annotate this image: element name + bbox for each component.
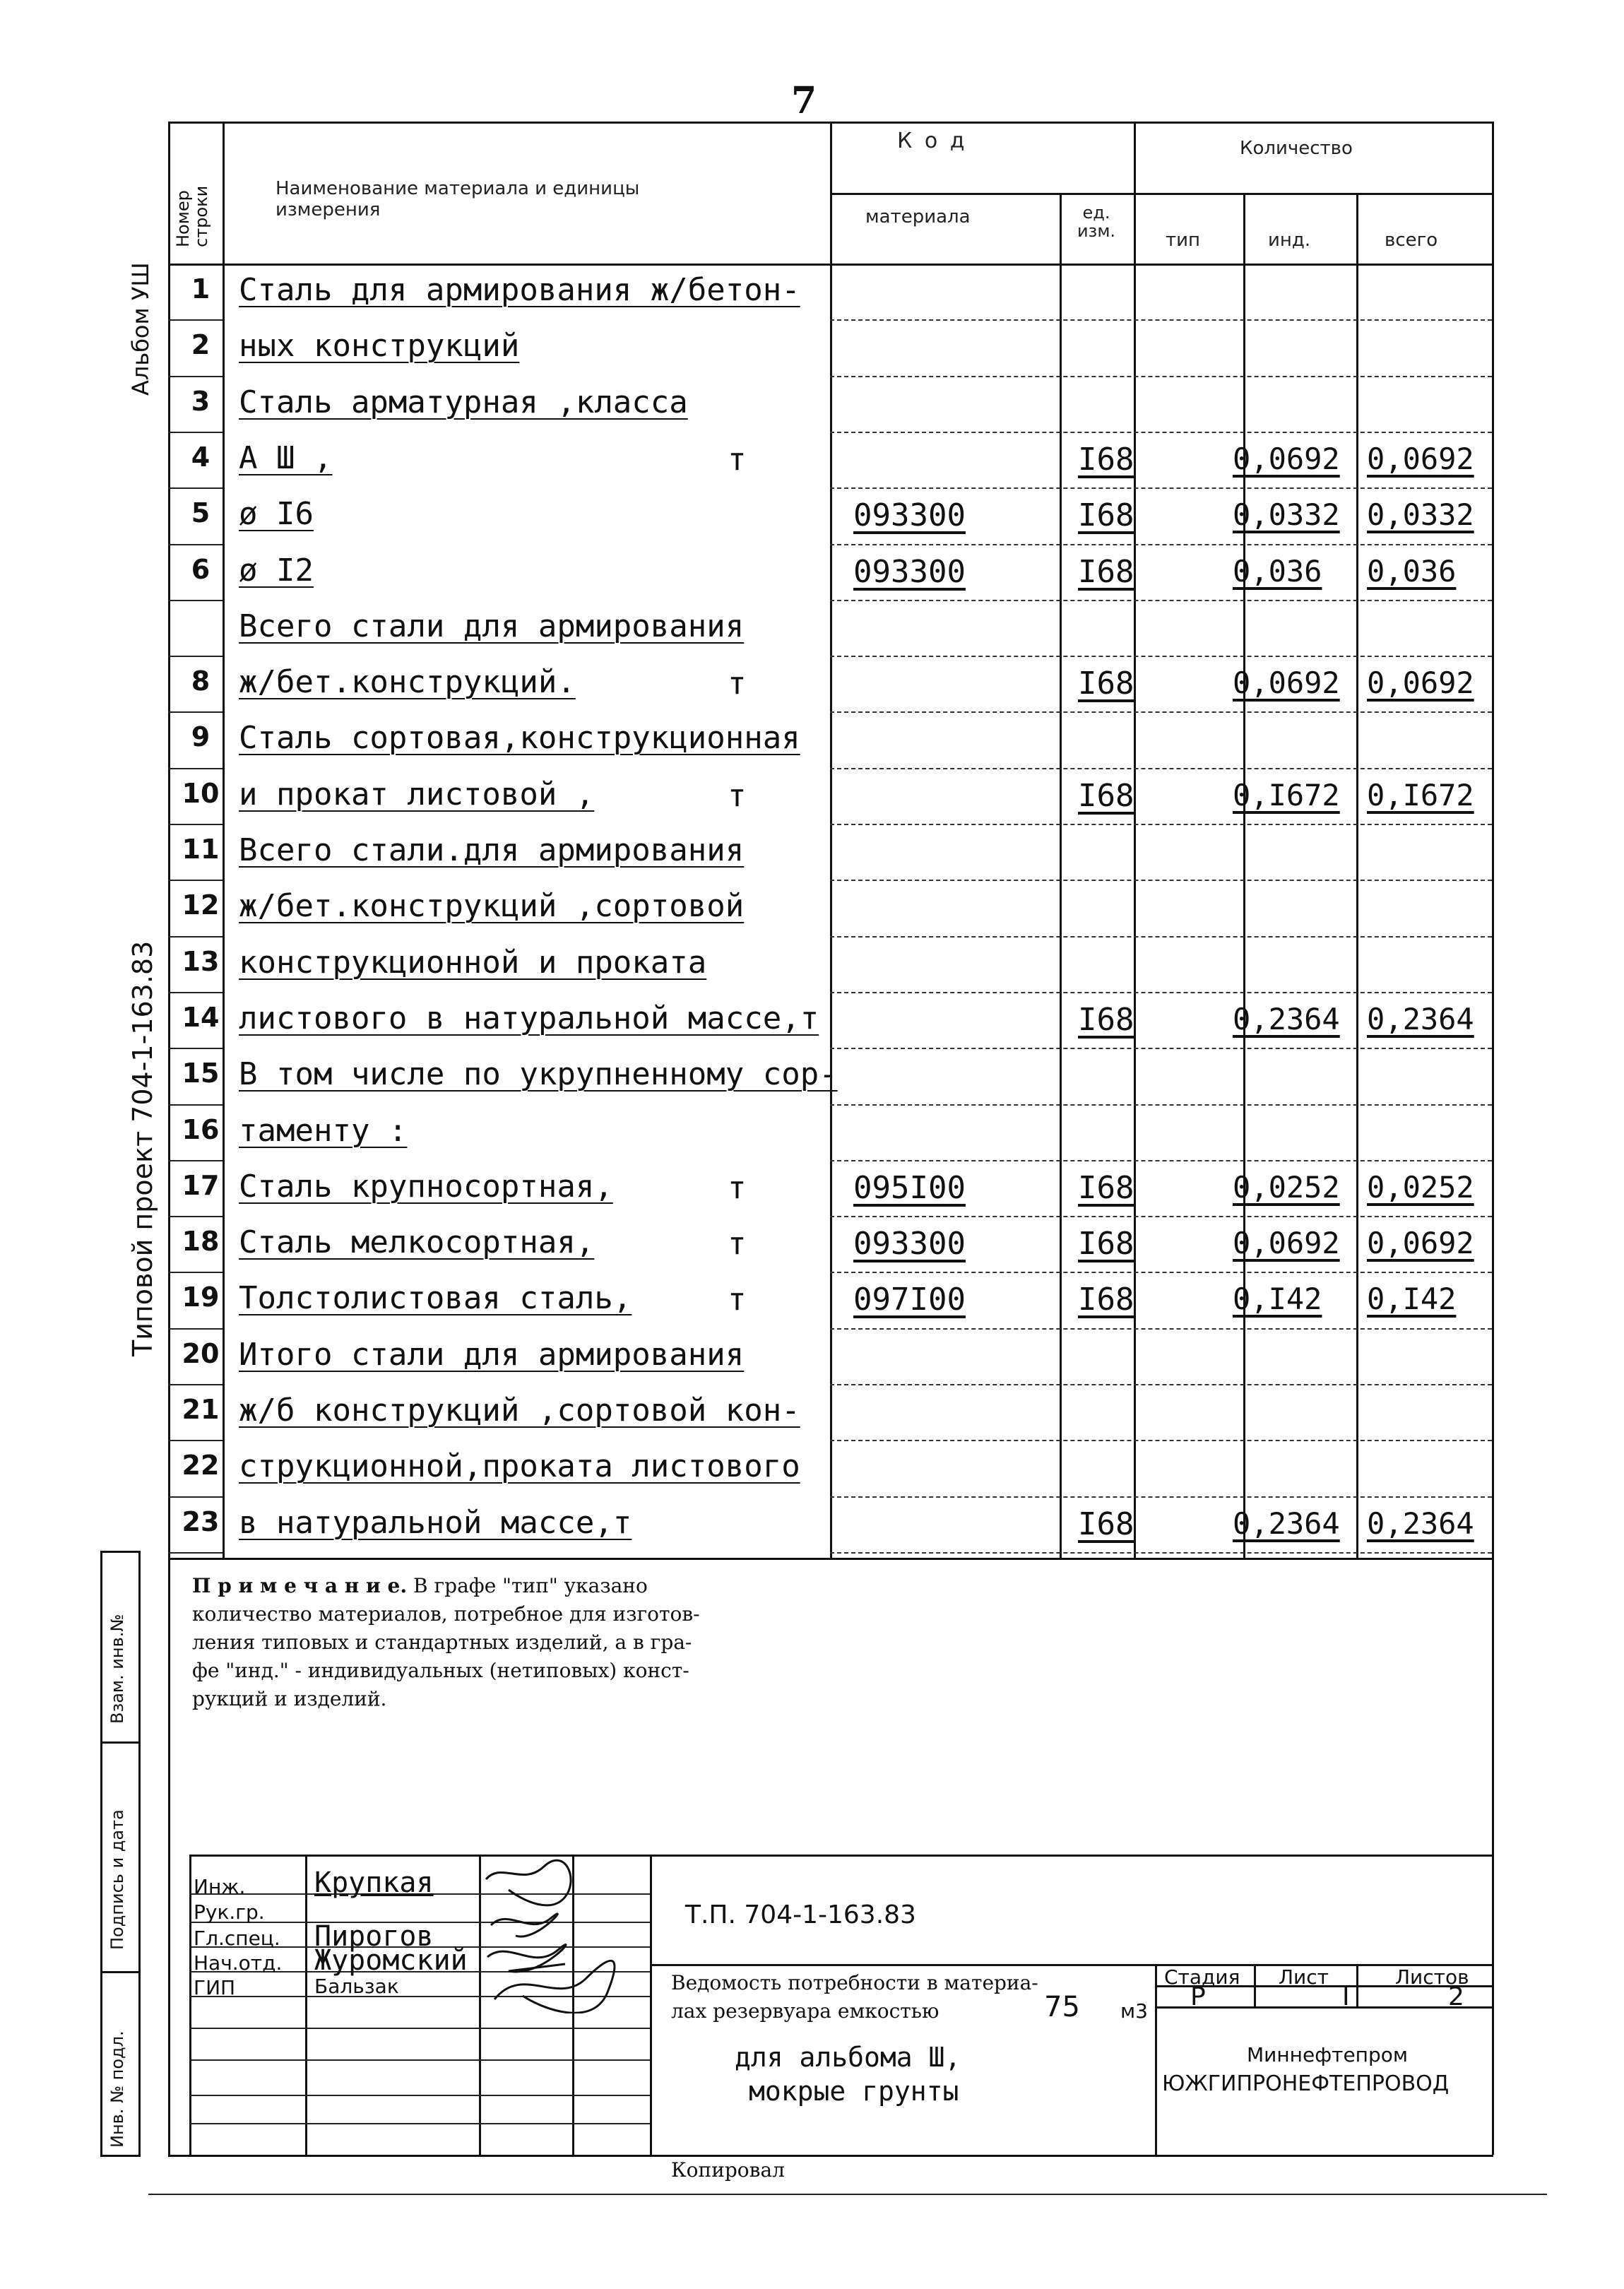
row-unit-code: I68: [1078, 553, 1134, 590]
organization-ministry: Миннефтепром: [1247, 2043, 1409, 2066]
row-quantity-total: 0,I42: [1367, 1282, 1457, 1317]
row-number-rule: [168, 1440, 223, 1441]
row-number: 20: [182, 1337, 220, 1369]
row-text: и прокат листовой ,: [239, 776, 595, 812]
row-rule: [830, 1552, 1492, 1554]
page-number: 7: [791, 79, 817, 122]
row-number: 3: [191, 385, 211, 417]
volume-value: 75: [1044, 1991, 1080, 2023]
row-text: Итого стали для армирования: [239, 1336, 745, 1373]
row-code: 097I00: [853, 1282, 966, 1318]
role-chief-specialist: Гл.спец.: [194, 1927, 280, 1950]
stamp-label-sign: Подпись и дата: [107, 1809, 127, 1950]
row-unit-code: I68: [1078, 1226, 1134, 1262]
row-text: А Ш ,: [239, 439, 333, 476]
footer-copied: Копировал: [671, 2158, 785, 2182]
row-rule: [830, 711, 1492, 713]
row-number-rule: [168, 936, 223, 938]
row-number: 2: [191, 329, 211, 361]
row-quantity-type: 0,0692: [1233, 666, 1340, 701]
row-text: ных конструкций: [239, 328, 520, 365]
sheet-label: Лист: [1279, 1965, 1329, 1989]
stage-value: Р: [1190, 1982, 1206, 2011]
row-text: в натуральной массе,т: [239, 1504, 632, 1541]
row-rule: [830, 1384, 1492, 1385]
row-unit-code: I68: [1078, 1282, 1134, 1318]
row-number: 13: [182, 945, 220, 977]
row-rule: [830, 1440, 1492, 1441]
header-name: Наименование материала и единицы измерения: [275, 178, 640, 220]
row-unit: т: [728, 777, 747, 814]
row-number: 19: [182, 1282, 220, 1313]
stamp-label-replace: Взам. инв.№: [107, 1614, 127, 1724]
row-number-rule: [168, 487, 223, 489]
row-code: 093300: [853, 1226, 966, 1262]
role-chief-engineer: ГИП: [194, 1976, 236, 1999]
row-quantity-type: 0,2364: [1233, 1001, 1340, 1036]
row-text: ж/бет.конструкций ,сортовой: [239, 888, 745, 925]
row-number-rule: [168, 1552, 223, 1554]
row-quantity-total: 0,0692: [1367, 1226, 1474, 1261]
header-code-material: материала: [865, 206, 971, 227]
row-number-rule: [168, 768, 223, 769]
row-number: 5: [191, 497, 211, 529]
header-row-number: Номер строки: [173, 185, 211, 247]
row-text: ж/б конструкций ,сортовой кон-: [239, 1392, 800, 1429]
row-quantity-type: 0,0692: [1233, 441, 1340, 476]
row-quantity-total: 0,2364: [1367, 1506, 1474, 1541]
row-code: 095I00: [853, 1169, 966, 1206]
row-quantity-type: 0,I672: [1233, 777, 1340, 812]
row-unit: т: [728, 441, 747, 478]
header-q-ind: инд.: [1268, 230, 1311, 251]
row-number-rule: [168, 880, 223, 881]
note-line-5: рукций и изделий.: [192, 1687, 387, 1710]
row-number: 16: [182, 1113, 220, 1145]
sheets-value: 2: [1448, 1982, 1464, 2011]
row-rule: [830, 544, 1492, 545]
row-number: 4: [191, 441, 211, 473]
row-rule: [830, 1048, 1492, 1049]
row-text: Сталь крупносортная,: [239, 1168, 613, 1205]
header-code: К о д: [897, 129, 968, 153]
row-text: листового в натуральной массе,т: [239, 1000, 819, 1036]
row-number-rule: [168, 319, 223, 321]
row-text: Всего стали.для армирования: [239, 832, 745, 868]
row-quantity-type: 0,0692: [1233, 1226, 1340, 1261]
row-number: 23: [182, 1506, 220, 1537]
row-number-rule: [168, 600, 223, 601]
row-unit-code: I68: [1078, 497, 1134, 534]
row-number-rule: [168, 656, 223, 657]
row-text: ø I2: [239, 552, 314, 588]
description-line-2: лах резервуара емкостью: [671, 1999, 940, 2023]
row-rule: [830, 656, 1492, 657]
row-number-rule: [168, 1160, 223, 1161]
row-number: 10: [182, 777, 220, 809]
row-quantity-total: 0,0332: [1367, 497, 1474, 533]
side-project-label: Типовой проект 704-1-163.83: [127, 940, 158, 1356]
sheets-label: Листов: [1395, 1965, 1469, 1989]
row-rule: [830, 936, 1492, 938]
side-album-label: Альбом УШ: [127, 262, 154, 396]
row-number: 17: [182, 1169, 220, 1201]
note-title: П р и м е ч а н и е.: [192, 1574, 408, 1597]
row-number-rule: [168, 1048, 223, 1049]
row-quantity-type: 0,0332: [1233, 497, 1340, 533]
row-quantity-total: 0,0252: [1367, 1169, 1474, 1205]
role-group-head: Рук.гр.: [194, 1900, 265, 1924]
row-number: 6: [191, 553, 211, 585]
role-dept-head: Нач.отд.: [194, 1951, 283, 1975]
row-unit: т: [728, 1169, 747, 1206]
row-rule: [830, 1496, 1492, 1498]
row-text: таменту :: [239, 1112, 408, 1149]
row-quantity-total: 0,036: [1367, 553, 1457, 588]
album-line-1: для альбома Ш,: [735, 2042, 961, 2073]
volume-unit: м3: [1120, 1999, 1148, 2023]
name-chief-engineer: Бальзак: [314, 1975, 399, 1998]
row-rule: [830, 768, 1492, 769]
row-rule: [830, 1104, 1492, 1106]
row-rule: [830, 319, 1492, 321]
row-quantity-total: 0,0692: [1367, 441, 1474, 476]
row-number-rule: [168, 1328, 223, 1330]
row-rule: [830, 487, 1492, 489]
row-text: Сталь мелкосортная,: [239, 1224, 595, 1261]
row-unit-code: I68: [1078, 666, 1134, 702]
row-unit: т: [728, 1282, 747, 1318]
row-text: конструкционной и проката: [239, 944, 707, 981]
row-unit-code: I68: [1078, 441, 1134, 478]
row-text: Сталь сортовая,конструкционная: [239, 720, 800, 757]
description-line-1: Ведомость потребности в материа-: [671, 1971, 1038, 1994]
row-number: 15: [182, 1058, 220, 1089]
row-text: Сталь для армирования ж/бетон-: [239, 272, 800, 308]
signatures-graphic: [480, 1858, 650, 2013]
organization-institute: ЮЖГИПРОНЕФТЕПРОВОД: [1162, 2071, 1450, 2096]
sheet-value: I: [1342, 1982, 1350, 2011]
row-number-rule: [168, 992, 223, 993]
row-number: 12: [182, 889, 220, 921]
row-number-rule: [168, 1104, 223, 1106]
row-number-rule: [168, 711, 223, 713]
header-q-type: тип: [1166, 230, 1201, 251]
name-engineer: Крупкая: [314, 1867, 434, 1899]
row-rule: [830, 992, 1492, 993]
row-rule: [830, 1216, 1492, 1217]
note-line-3: ления типовых и стандартных изделий, а в гра-: [192, 1631, 692, 1654]
row-quantity-total: 0,I672: [1367, 777, 1474, 812]
row-number: 11: [182, 834, 220, 865]
album-line-2: мокрые грунты: [749, 2076, 959, 2107]
row-code: 093300: [853, 497, 966, 534]
row-number: 1: [191, 273, 211, 304]
name-chief-specialist: Пирогов: [314, 1920, 434, 1953]
row-rule: [830, 1328, 1492, 1330]
row-number: 18: [182, 1226, 220, 1258]
stamp-label-inv: Инв. № подл.: [107, 2030, 127, 2148]
row-number-rule: [168, 1384, 223, 1385]
row-unit-code: I68: [1078, 1506, 1134, 1542]
row-quantity-type: 0,036: [1233, 553, 1322, 588]
header-quantity: Количество: [1240, 138, 1353, 159]
row-unit: т: [728, 1226, 747, 1262]
row-quantity-total: 0,2364: [1367, 1001, 1474, 1036]
row-rule: [830, 824, 1492, 825]
row-rule: [830, 432, 1492, 433]
row-quantity-type: 0,2364: [1233, 1506, 1340, 1541]
footer-rule: [148, 2194, 1547, 2195]
row-unit: т: [728, 666, 747, 702]
row-number: 14: [182, 1001, 220, 1033]
stage-label: Стадия: [1164, 1965, 1240, 1989]
note-line-1: В графе "тип" указано: [413, 1574, 648, 1597]
row-unit-code: I68: [1078, 1169, 1134, 1206]
row-quantity-type: 0,0252: [1233, 1169, 1340, 1205]
row-text: ø I6: [239, 496, 314, 533]
note-line-2: количество материалов, потребное для изготов-: [192, 1602, 700, 1626]
row-number: 9: [191, 721, 211, 753]
row-text: ж/бет.конструкций.: [239, 664, 576, 701]
header-code-unit: ед. изм.: [1077, 203, 1116, 241]
row-rule: [830, 376, 1492, 377]
row-quantity-total: 0,0692: [1367, 666, 1474, 701]
row-rule: [830, 600, 1492, 601]
row-number-rule: [168, 1216, 223, 1217]
row-rule: [830, 880, 1492, 881]
row-number-rule: [168, 376, 223, 377]
row-rule: [830, 1272, 1492, 1273]
row-unit-code: I68: [1078, 777, 1134, 814]
row-number: 21: [182, 1394, 220, 1425]
row-quantity-type: 0,I42: [1233, 1282, 1322, 1317]
note-line-4: фе "инд." - индивидуальных (нетиповых) конст-: [192, 1659, 689, 1682]
row-code: 093300: [853, 553, 966, 590]
row-number-rule: [168, 544, 223, 545]
row-text: Сталь арматурная ,класса: [239, 384, 688, 420]
row-number-rule: [168, 1496, 223, 1498]
name-dept-head: Журомский: [314, 1944, 468, 1977]
role-engineer: Инж.: [194, 1875, 246, 1898]
header-q-total: всего: [1385, 230, 1438, 251]
row-text: струкционной,проката листового: [239, 1448, 800, 1485]
row-text: Всего стали для армирования: [239, 608, 745, 644]
row-text: Толстолистовая сталь,: [239, 1280, 632, 1317]
row-number: 22: [182, 1450, 220, 1481]
row-number: 8: [191, 666, 211, 697]
row-unit-code: I68: [1078, 1001, 1134, 1038]
row-number-rule: [168, 1272, 223, 1273]
row-number-rule: [168, 432, 223, 433]
document-code: Т.П. 704-1-163.83: [685, 1900, 916, 1929]
row-rule: [830, 1160, 1492, 1161]
row-text: В том числе по укрупненному сор-: [239, 1056, 838, 1093]
row-number-rule: [168, 824, 223, 825]
